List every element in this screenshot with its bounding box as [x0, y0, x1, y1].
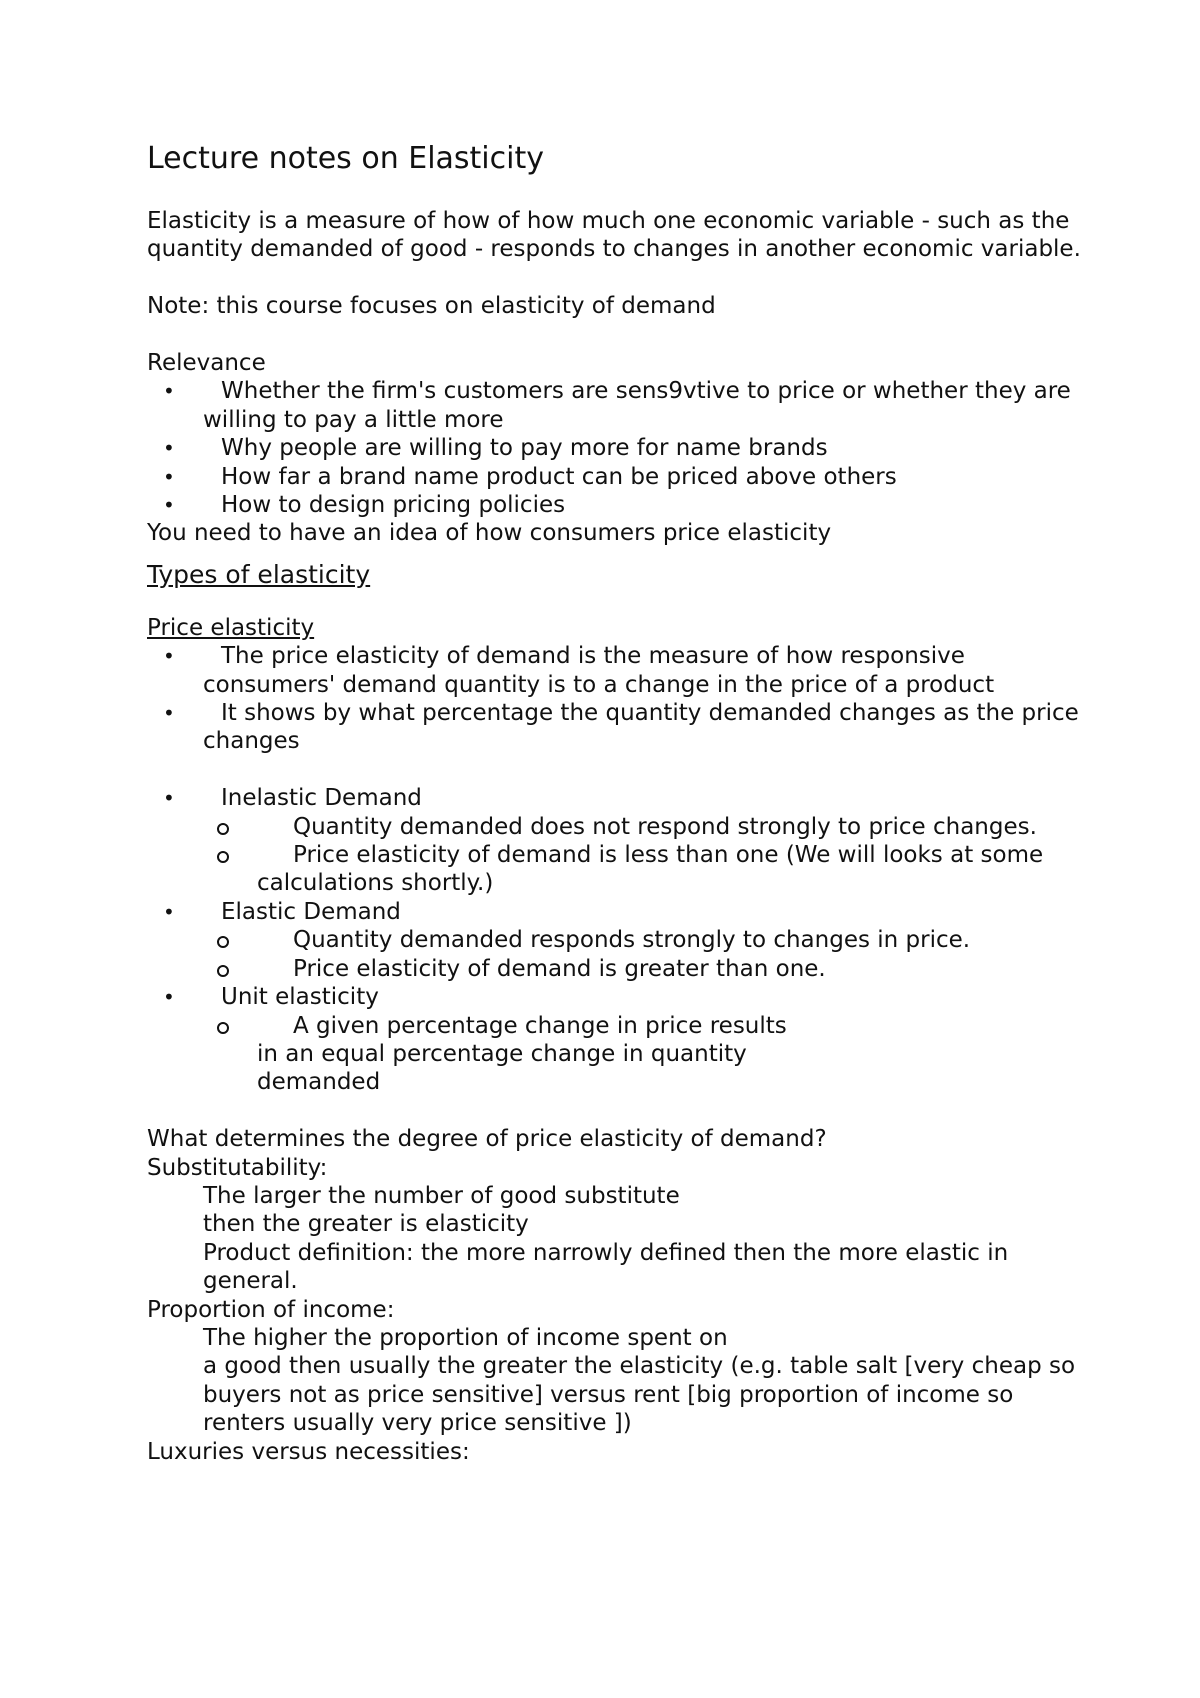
- relevance-heading: Relevance: [147, 350, 266, 376]
- sub-list: [203, 813, 1100, 898]
- page-title: Lecture notes on Elasticity: [147, 141, 544, 176]
- bullet-icon: •: [163, 701, 175, 726]
- list-item: • The price elasticity of demand is the measure of how responsive consumers' demand quantity is to a change in the price of a product: [163, 643, 995, 698]
- relevance-list: [147, 377, 1100, 519]
- bullet-icon: •: [163, 644, 175, 669]
- spacer: [147, 264, 1100, 292]
- substitutability-line: The larger the number of good substitute: [203, 1182, 680, 1209]
- list-item: • How to design pricing policies: [163, 492, 566, 519]
- sub-list: [203, 926, 1100, 983]
- circle-bullet-icon: [217, 823, 229, 835]
- list-item: • Whether the firm's customers are sens9vtive to price or whether they are willing to pay a little more: [163, 378, 1071, 433]
- bullet-icon: •: [163, 786, 175, 811]
- substitutability-line: then the greater is elasticity: [203, 1211, 529, 1238]
- bullet-icon: •: [163, 464, 175, 489]
- list-item-unit: • Unit elasticity A given percentage change in price results in an equal percentage change in quantity demanded: [147, 983, 1100, 1097]
- sub-list-item: Price elasticity of demand is less than one (We will looks at some calculations shortly.): [147, 841, 1100, 898]
- circle-bullet-icon: [217, 965, 229, 977]
- determinants-question: What determines the degree of price elasticity of demand?: [147, 1126, 827, 1153]
- intro-paragraph: Elasticity is a measure of how of how much one economic variable - such as the quantity demanded of good - responds to changes in another economic variable.: [147, 208, 1081, 263]
- list-item: • Why people are willing to pay more for name brands: [163, 435, 828, 462]
- continuation-line: in an equal percentage change in quantity: [257, 1040, 747, 1067]
- sub-list-item: Quantity demanded does not respond strongly to price changes.: [147, 813, 1100, 841]
- price-elasticity-list: [147, 642, 1100, 756]
- spacer: [147, 756, 1100, 784]
- bullet-icon: •: [163, 493, 175, 518]
- income-heading: Proportion of income:: [147, 1296, 395, 1323]
- elasticity-kinds-list: [147, 784, 1100, 1096]
- spacer: [147, 321, 1100, 349]
- bullet-icon: •: [163, 985, 175, 1010]
- circle-bullet-icon: [217, 1022, 229, 1034]
- sub-list-item: A given percentage change in price results in an equal percentage change in quantity demanded: [147, 1012, 1100, 1097]
- bullet-icon: •: [163, 379, 175, 404]
- income-line: The higher the proportion of income spent on: [203, 1324, 728, 1351]
- list-item-inelastic: • Inelastic Demand Quantity demanded does not respond strongly to price changes. Price elasticity of demand is less than one (We will looks at some calculations shortly.): [147, 784, 1100, 898]
- relevance-summary: You need to have an idea of how consumers price elasticity: [147, 520, 832, 547]
- circle-bullet-icon: [217, 936, 229, 948]
- spacer: [147, 1097, 1100, 1125]
- sub-list-item: Price elasticity of demand is greater than one.: [147, 955, 1100, 983]
- bullet-icon: •: [163, 436, 175, 461]
- circle-bullet-icon: [217, 851, 229, 863]
- list-item: • It shows by what percentage the quantity demanded changes as the price changes: [163, 700, 1079, 755]
- substitutability-heading: Substitutability:: [147, 1154, 328, 1181]
- sub-list-item: Quantity demanded responds strongly to changes in price.: [147, 926, 1100, 954]
- sub-list: [203, 1012, 1100, 1097]
- list-item-elastic: • Elastic Demand Quantity demanded responds strongly to changes in price. Price elasticity of demand is greater than one.: [147, 898, 1100, 983]
- bullet-icon: •: [163, 899, 175, 924]
- substitutability-line: Product definition: the more narrowly defined then the more elastic in general.: [203, 1239, 1009, 1295]
- types-heading: Types of elasticity: [147, 559, 371, 589]
- luxuries-heading: Luxuries versus necessities:: [147, 1438, 470, 1465]
- list-item: • How far a brand name product can be priced above others: [163, 463, 897, 490]
- note-paragraph: Note: this course focuses on elasticity of demand: [147, 293, 716, 320]
- income-line: a good then usually the greater the elasticity (e.g. table salt [very cheap so buyers not as price sensitive] versus rent [big proportion of income so renters usually very price sensitive ]): [203, 1353, 1076, 1437]
- continuation-line: demanded: [257, 1069, 381, 1096]
- price-elasticity-heading: Price elasticity: [147, 614, 315, 641]
